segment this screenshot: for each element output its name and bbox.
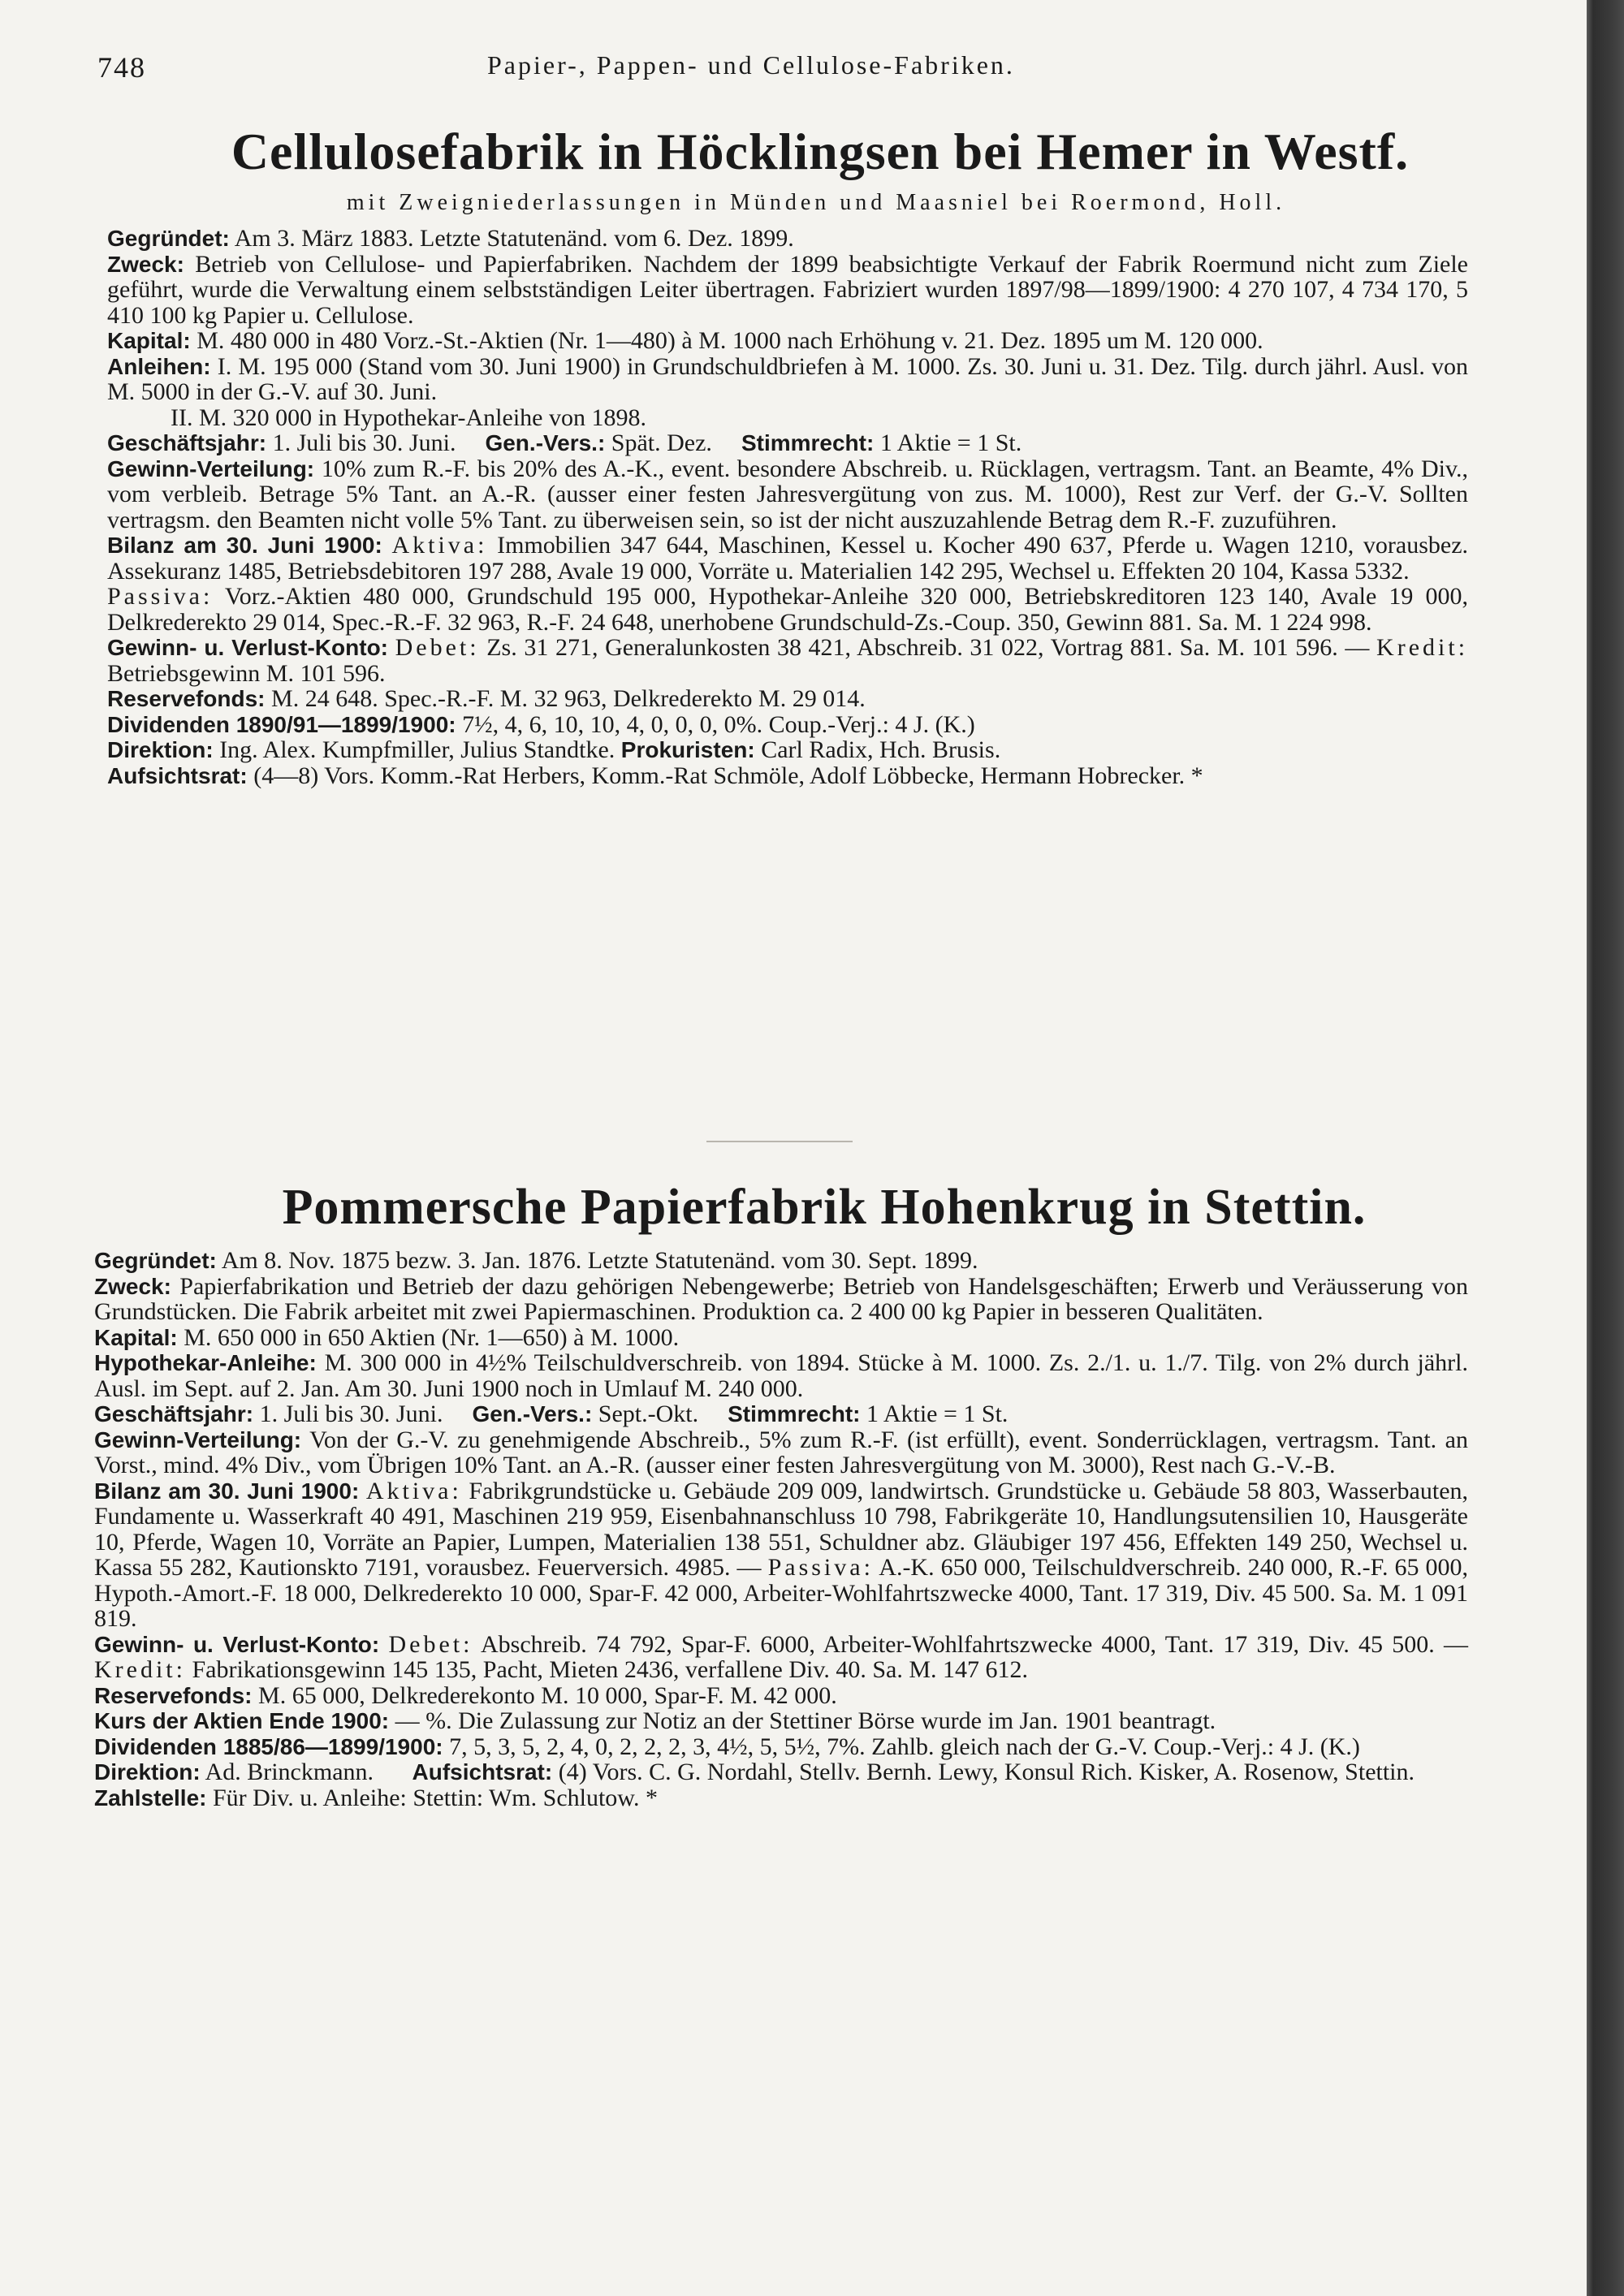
- profit-distribution-text: 10% zum R.-F. bis 20% des A.-K., event. besondere Abschreib. u. Rücklagen, vertragsm. Tant. an Beamte, 4% Div., vom verbleib. Betrage 5% Tant. an A.-R. (ausser einer festen Jahresvergütung von zus. M. 1000), Rest zur Verf. der G.-V. Sollten vertragsm. den Beamten nicht volle 5% Tant. zu überweisen sein, so ist der nicht auszuzahlende Betrag dem R.-F. zuzuführen.: [107, 455, 1468, 533]
- mortgage-loan-entry: [94, 1350, 1468, 1401]
- share-price-text: — %. Die Zulassung zur Notiz an der Stettiner Börse wurde im Jan. 1901 beantragt.: [395, 1707, 1216, 1734]
- voting-right-label: Stimmrecht:: [728, 1401, 861, 1426]
- supervisory-board-entry: [107, 763, 1468, 789]
- company-details: [107, 226, 1468, 788]
- purpose-label: Zweck:: [107, 251, 184, 277]
- voting-right-text: 1 Aktie = 1 St.: [879, 429, 1022, 456]
- balance-entry: [107, 533, 1468, 635]
- profit-loss-entry: [107, 635, 1468, 686]
- management-entry: [94, 1759, 1468, 1785]
- profit-loss-label: Gewinn- u. Verlust-Konto:: [94, 1631, 380, 1657]
- management-text: Ing. Alex. Kumpfmiller, Julius Standtke.: [219, 736, 615, 763]
- capital-entry: [107, 328, 1468, 354]
- reserve-text: M. 24 648. Spec.-R.-F. M. 32 963, Delkrederekto M. 29 014.: [271, 685, 866, 712]
- share-price-entry: [94, 1708, 1468, 1734]
- liabilities-text: Vorz.-Aktien 480 000, Grundschuld 195 000, Hypothekar-Anleihe 320 000, Betriebskreditoren 123 140, Avale 19 000, Delkrederekto 29 014, Spec.-R.-F. 32 963, R.-F. 24 648, unerhobene Grundschuld-Zs.-Coup. 350, Gewinn 881. Sa. M. 1 224 998.: [107, 583, 1468, 636]
- general-meeting-label: Gen.-Vers.:: [472, 1401, 593, 1426]
- company-title: Cellulosefabrik in Höcklingsen bei Hemer in Westf.: [231, 123, 1410, 180]
- debit-text: Zs. 31 271, Generalunkosten 38 421, Abschreib. 31 022, Vortrag 881. Sa. M. 101 596. —: [486, 634, 1370, 661]
- dividends-label: Dividenden 1885/86—1899/1900:: [94, 1733, 443, 1759]
- liabilities-text: A.-K. 650 000, Teilschuldverschreib. 240 000, R.-F. 65 000, Hypoth.-Amort.-F. 18 000, Delkrederekto 10 000, Spar-F. 42 000, Arbeiter-Wohlfahrtszwecke 4000, Tant. 17 319, Div. 45 500. Sa. M. 1 091 819.: [94, 1554, 1468, 1632]
- founded-text: Am 3. März 1883. Letzte Statutenänd. vom 6. Dez. 1899.: [234, 225, 794, 252]
- dividends-text: 7, 5, 3, 5, 2, 4, 0, 2, 2, 2, 3, 4½, 5, 5½, 7%. Zahlb. gleich nach der G.-V. Coup.-Verj.: 4 J. (K.): [449, 1733, 1360, 1760]
- profit-distribution-label: Gewinn-Verteilung:: [107, 455, 315, 481]
- profit-loss-entry: [94, 1632, 1468, 1683]
- loans-entry: [107, 354, 1468, 431]
- authorized-officers-label: Prokuristen:: [620, 737, 755, 762]
- mortgage-loan-text: M. 300 000 in 4½% Teilschuldverschreib. von 1894. Stücke à M. 1000. Zs. 2./1. u. 1./7. Tilg. von 2% durch jährl. Ausl. im Sept. auf 2. Jan. Am 30. Juni 1900 noch in Umlauf M. 240 000.: [94, 1349, 1469, 1402]
- general-meeting-label: Gen.-Vers.:: [485, 430, 606, 455]
- paying-agent-text: Für Div. u. Anleihe: Stettin: Wm. Schlutow. *: [212, 1784, 659, 1811]
- liabilities-label: Passiva:: [767, 1554, 874, 1581]
- section-divider: [706, 1141, 853, 1142]
- fiscal-year-label: Geschäftsjahr:: [107, 430, 267, 455]
- assets-text: Fabrikgrundstücke u. Gebäude 209 009, landwirtsch. Grundstücke u. Gebäude 58 803, Wasserbauten, Fundamente u. Wasserkraft 40 491, Maschinen 219 959, Eisenbahnanschluss 10 798, Fabrikgeräte 10, Handlungsutensilien 10, Hausgeräte 10, Pferde, Wagen 10, Vorräte an Papier, Lumpen, Materialien 138 551, Schuldner abz. Gläubiger 197 456, Effekten 149 250, Wechsel u. Kassa 55 282, Kautionskto 7191, vorausbez. Feuerversich. 4985. —: [94, 1477, 1469, 1581]
- loans-label: Anleihen:: [107, 353, 211, 379]
- general-meeting-text: Spät. Dez.: [611, 429, 712, 456]
- page-edge-shadow: [1587, 0, 1624, 2296]
- fiscal-year-entry: [94, 1401, 1468, 1427]
- management-label: Direktion:: [107, 737, 214, 762]
- purpose-entry: [94, 1274, 1468, 1325]
- voting-right-label: Stimmrecht:: [741, 430, 875, 455]
- supervisory-board-label: Aufsichtsrat:: [412, 1759, 553, 1785]
- management-text: Ad. Brinckmann.: [205, 1759, 374, 1785]
- credit-label: Kredit:: [1376, 634, 1469, 661]
- assets-text: Immobilien 347 644, Maschinen, Kessel u. Kocher 490 637, Pferde u. Wagen 1210, vorausbez. Assekuranz 1485, Betriebsdebitoren 197 288, Avale 19 000, Vorräte u. Materialien 142 295, Wechsel u. Effekten 20 104, Kassa 5332.: [107, 532, 1469, 585]
- profit-distribution-entry: [94, 1427, 1468, 1478]
- authorized-officers-text: Carl Radix, Hch. Brusis.: [761, 736, 1001, 763]
- fiscal-year-text: 1. Juli bis 30. Juni.: [259, 1400, 443, 1427]
- profit-loss-label: Gewinn- u. Verlust-Konto:: [107, 635, 388, 660]
- assets-label: Aktiva:: [365, 1477, 462, 1504]
- supervisory-board-text: (4) Vors. C. G. Nordahl, Stellv. Bernh. Lewy, Konsul Rich. Kisker, A. Rosenow, Stettin.: [558, 1759, 1415, 1785]
- profit-distribution-label: Gewinn-Verteilung:: [94, 1426, 302, 1452]
- purpose-entry: [107, 252, 1468, 329]
- balance-label: Bilanz am 30. Juni 1900:: [94, 1478, 360, 1504]
- supervisory-board-text: (4—8) Vors. Komm.-Rat Herbers, Komm.-Rat Schmöle, Adolf Löbbecke, Hermann Hobrecker. *: [253, 762, 1203, 789]
- founded-label: Gegründet:: [107, 226, 230, 251]
- dividends-label: Dividenden 1890/91—1899/1900:: [107, 711, 456, 737]
- page-number: 748: [97, 51, 146, 84]
- share-price-label: Kurs der Aktien Ende 1900:: [94, 1708, 390, 1733]
- general-meeting-text: Sept.-Okt.: [598, 1400, 699, 1427]
- founded-entry: [94, 1248, 1468, 1274]
- fiscal-year-label: Geschäftsjahr:: [94, 1401, 254, 1426]
- reserve-text: M. 65 000, Delkrederekonto M. 10 000, Spar-F. M. 42 000.: [258, 1681, 837, 1709]
- dividends-entry: [94, 1734, 1468, 1760]
- capital-text: M. 650 000 in 650 Aktien (Nr. 1—650) à M. 1000.: [184, 1323, 680, 1351]
- fiscal-year-entry: [107, 430, 1468, 456]
- founded-text: Am 8. Nov. 1875 bezw. 3. Jan. 1876. Letzte Statutenänd. vom 30. Sept. 1899.: [221, 1247, 978, 1274]
- mortgage-loan-label: Hypothekar-Anleihe:: [94, 1350, 317, 1375]
- credit-text: Betriebsgewinn M. 101 596.: [107, 659, 386, 687]
- loans-text: I. M. 195 000 (Stand vom 30. Juni 1900) in Grundschuldbriefen à M. 1000. Zs. 30. Juni u. 31. Dez. Tilg. durch jährl. Ausl. von M. 5000 in der G.-V. auf 30. Juni.: [107, 352, 1469, 405]
- purpose-label: Zweck:: [94, 1273, 171, 1299]
- balance-entry: [94, 1478, 1468, 1632]
- debit-text: Abschreib. 74 792, Spar-F. 6000, Arbeiter-Wohlfahrtszwecke 4000, Tant. 17 319, Div. 45 500. —: [481, 1630, 1469, 1658]
- capital-text: M. 480 000 in 480 Vorz.-St.-Aktien (Nr. 1—480) à M. 1000 nach Erhöhung v. 21. Dez. 1895 um M. 120 000.: [197, 327, 1263, 354]
- capital-label: Kapital:: [107, 328, 191, 353]
- company-details: [94, 1248, 1468, 1810]
- profit-distribution-text: Von der G.-V. zu genehmigende Abschreib., 5% zum R.-F. (ist erfüllt), event. Sonderrücklagen, vertragsm. Tant. an Vorst., mind. 4% Div., vom Übrigen 10% Tant. an A.-R. (ausser einer festen Jahresvergütung von M. 3000), Rest nach G.-V.-B.: [94, 1426, 1468, 1478]
- running-head: Papier-, Pappen- und Cellulose-Fabriken.: [487, 50, 1015, 80]
- reserve-entry: [107, 686, 1468, 712]
- company-subtitle: mit Zweigniederlassungen in Münden und Maasniel bei Roermond, Holl.: [346, 190, 1286, 215]
- paying-agent-label: Zahlstelle:: [94, 1785, 207, 1810]
- management-entry: [107, 737, 1468, 763]
- reserve-label: Reservefonds:: [107, 686, 266, 711]
- credit-text: Fabrikationsgewinn 145 135, Pacht, Mieten 2436, verfallene Div. 40. Sa. M. 147 612.: [192, 1656, 1029, 1683]
- fiscal-year-text: 1. Juli bis 30. Juni.: [272, 429, 456, 456]
- voting-right-text: 1 Aktie = 1 St.: [866, 1400, 1009, 1427]
- supervisory-board-label: Aufsichtsrat:: [107, 762, 248, 788]
- company-entry-hoecklingsen: [0, 122, 1583, 788]
- capital-label: Kapital:: [94, 1324, 178, 1350]
- founded-entry: [107, 226, 1468, 252]
- credit-label: Kredit:: [94, 1656, 186, 1683]
- dividends-entry: [107, 712, 1468, 738]
- page-header: [97, 50, 1559, 99]
- debit-label: Debet:: [395, 634, 480, 661]
- liabilities-label: Passiva:: [107, 583, 214, 610]
- profit-distribution-entry: [107, 456, 1468, 533]
- company-entry-hohenkrug: [0, 1179, 1583, 1810]
- paying-agent-entry: [94, 1785, 1468, 1811]
- management-label: Direktion:: [94, 1759, 201, 1785]
- capital-entry: [94, 1325, 1468, 1351]
- loans-text-2: II. M. 320 000 in Hypothekar-Anleihe von 1898.: [171, 404, 646, 431]
- reserve-label: Reservefonds:: [94, 1682, 253, 1708]
- founded-label: Gegründet:: [94, 1248, 217, 1273]
- company-title: Pommersche Papierfabrik Hohenkrug in Stettin.: [282, 1180, 1367, 1235]
- balance-label: Bilanz am 30. Juni 1900:: [107, 533, 382, 558]
- purpose-text: Papierfabrikation und Betrieb der dazu gehörigen Nebengewerbe; Betrieb von Handelsgeschäften; Erwerb und Veräusserung von Grundstücken. Die Fabrik arbeitet mit zwei Papiermaschinen. Produktion ca. 2 400 00 kg Papier in besseren Qualitäten.: [94, 1272, 1468, 1325]
- dividends-text: 7½, 4, 6, 10, 10, 4, 0, 0, 0, 0%. Coup.-Verj.: 4 J. (K.): [462, 710, 975, 738]
- debit-label: Debet:: [388, 1630, 473, 1658]
- reserve-entry: [94, 1683, 1468, 1709]
- assets-label: Aktiva:: [391, 532, 488, 559]
- purpose-text: Betrieb von Cellulose- und Papierfabriken. Nachdem der 1899 beabsichtigte Verkauf der Fabrik Roermund nicht zum Ziele geführt, wurde die Verwaltung einem selbstständigen Leiter übertragen. Fabriziert wurden 1897/98—1899/1900: 4 270 107, 4 734 170, 5 410 100 kg Papier u. Cellulose.: [107, 250, 1468, 329]
